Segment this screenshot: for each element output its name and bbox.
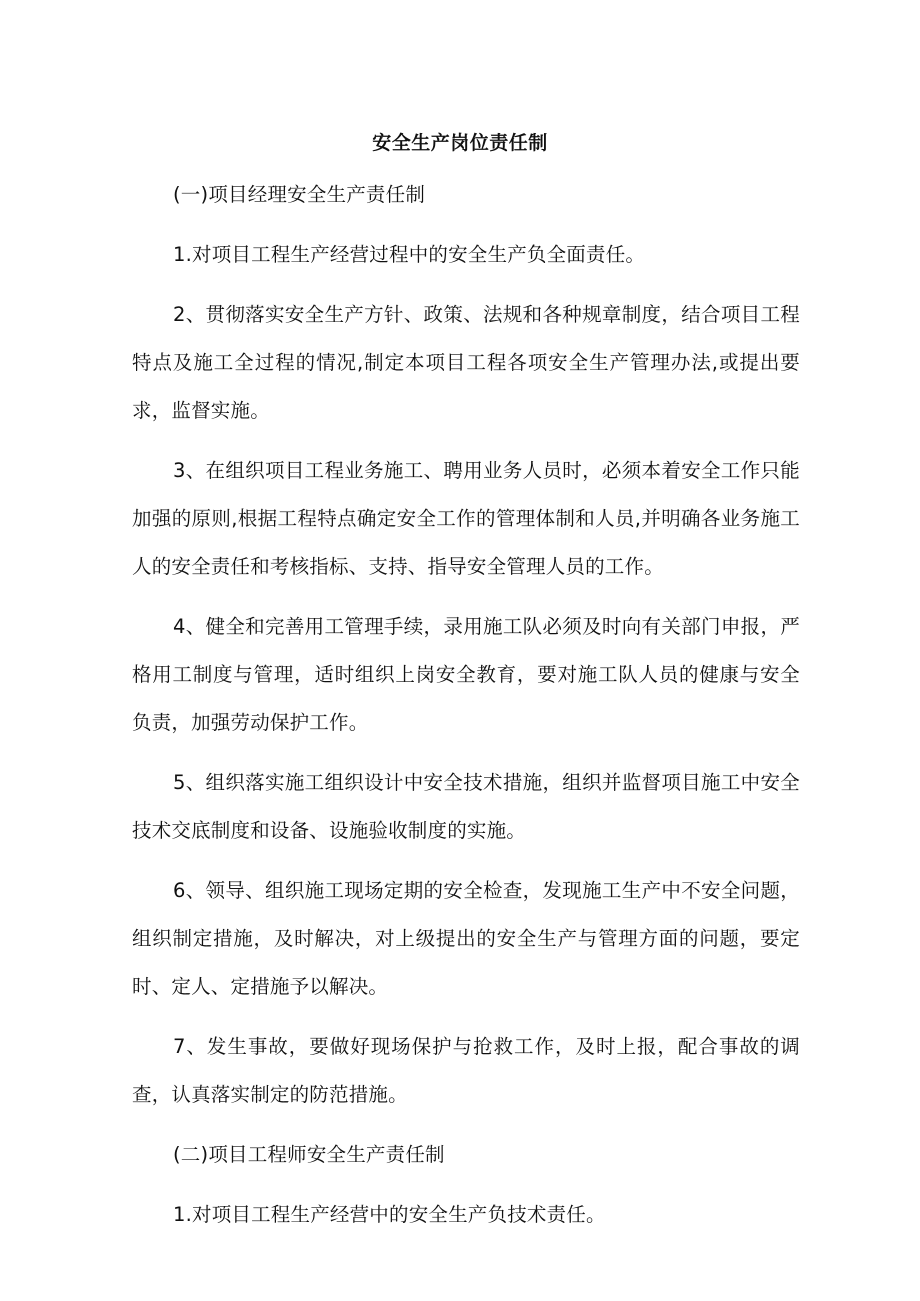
document-body (132, 171, 800, 1251)
paragraph-8: 1.对项目工程生产经营中的安全生产负技术责任。 (173, 1203, 606, 1226)
paragraph-5: 5、组织落实施工组织设计中安全技术措施，组织并监督项目施工中安全技术交底制度和设备、设施验收制度的实施。 (132, 771, 800, 842)
paragraph-1: 1.对项目工程生产经营过程中的安全生产负全面责任。 (173, 243, 646, 266)
paragraph-2: 2、贯彻落实安全生产方针、政策、法规和各种规章制度，结合项目工程特点及施工全过程的情况,制定本项目工程各项安全生产管理办法,或提出要求，监督实施。 (132, 303, 800, 422)
paragraph-4: 4、健全和完善用工管理手续，录用施工队必须及时向有关部门申报，严格用工制度与管理，适时组织上岗安全教育，要对施工队人员的健康与安全负责，加强劳动保护工作。 (132, 615, 800, 734)
paragraph-6: 6、领导、组织施工现场定期的安全检查，发现施工生产中不安全问题，组织制定措施，及时解决，对上级提出的安全生产与管理方面的问题，要定时、定人、定措施予以解决。 (132, 879, 800, 998)
paragraph-7: 7、发生事故，要做好现场保护与抢救工作，及时上报，配合事故的调查，认真落实制定的防范措施。 (132, 1035, 800, 1106)
document-title: 安全生产岗位责任制 (372, 132, 548, 154)
section-heading-1: (一)项目经理安全生产责任制 (173, 183, 426, 206)
section-heading-2: (二)项目工程师安全生产责任制 (173, 1143, 445, 1166)
paragraph-3: 3、在组织项目工程业务施工、聘用业务人员时，必须本着安全工作只能加强的原则,根据工程特点确定安全工作的管理体制和人员,并明确各业务施工人的安全责任和考核指标、支持、指导安全管理人员的工作。 (132, 459, 800, 578)
